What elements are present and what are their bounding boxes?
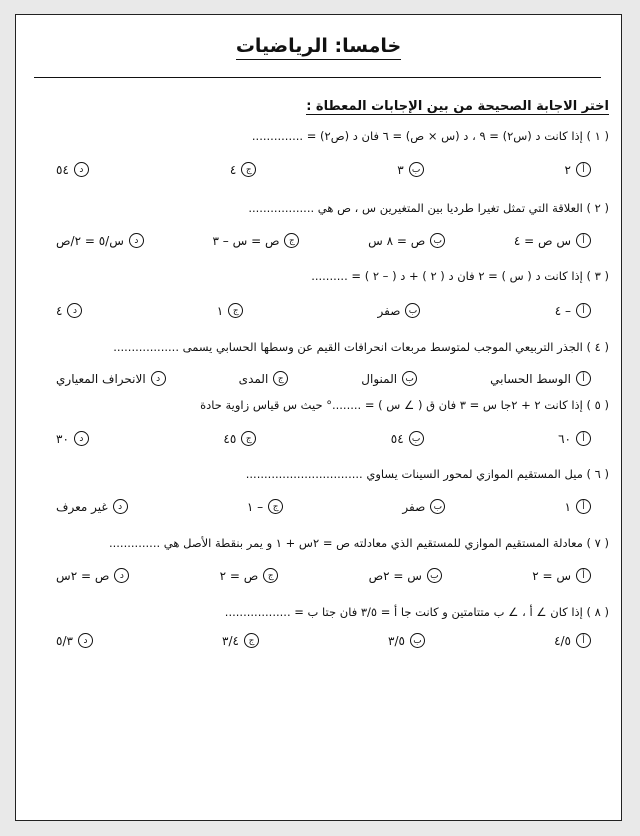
option[interactable] bbox=[56, 499, 128, 514]
option[interactable] bbox=[217, 303, 243, 318]
option-letter: ج bbox=[284, 233, 299, 248]
option-letter: ج bbox=[263, 568, 278, 583]
option[interactable] bbox=[378, 303, 421, 318]
option-letter: أ bbox=[576, 499, 591, 514]
option[interactable] bbox=[555, 303, 591, 318]
question-1-options bbox=[56, 162, 591, 177]
question-5-options bbox=[56, 431, 591, 446]
option-text: المدى bbox=[238, 371, 269, 386]
option-text: ٦٠ bbox=[558, 431, 571, 446]
option-letter: أ bbox=[576, 633, 591, 648]
option-letter: أ bbox=[576, 162, 591, 177]
option[interactable] bbox=[565, 499, 591, 514]
option-letter: د bbox=[129, 233, 144, 248]
option-letter: ج bbox=[268, 499, 283, 514]
option-text: ٤/٥ bbox=[554, 633, 571, 648]
option-text: س/٥ = ٢/ص bbox=[56, 233, 124, 248]
question-7: ( ٧ ) معادلة المستقيم الموازي للمستقيم الذي معادلته ص = ٢س + ١ و يمر بنقطة الأصل هي .............. bbox=[108, 536, 609, 550]
option-text: ص = ٢س bbox=[56, 568, 110, 583]
option-letter: ب bbox=[430, 499, 445, 514]
option-text: صفر bbox=[402, 499, 426, 514]
option-letter: أ bbox=[576, 568, 591, 583]
option[interactable] bbox=[391, 431, 424, 446]
option-letter: أ bbox=[576, 371, 591, 386]
question-4: ( ٤ ) الجذر التربيعي الموجب لمتوسط مربعات انحرافات القيم عن وسطها الحسابي يسمى .................. bbox=[113, 340, 609, 354]
question-2: ( ٢ ) العلاقة التي تمثل تغيرا طرديا بين المتغيرين س ، ص هي .................. bbox=[248, 201, 609, 215]
option-letter: د bbox=[113, 499, 128, 514]
option-letter: ب bbox=[427, 568, 442, 583]
question-2-options bbox=[56, 233, 591, 248]
option-text: ص = ٢ bbox=[219, 568, 259, 583]
option[interactable] bbox=[56, 568, 129, 583]
option-letter: ب bbox=[409, 162, 424, 177]
option-letter: ب bbox=[410, 633, 425, 648]
option[interactable] bbox=[402, 499, 445, 514]
option-letter: د bbox=[74, 431, 89, 446]
option-text: الوسط الحسابي bbox=[490, 371, 571, 386]
option[interactable] bbox=[222, 633, 259, 648]
option-text: ٣ bbox=[397, 162, 404, 177]
option[interactable] bbox=[56, 162, 89, 177]
option-text: ٤ bbox=[229, 162, 237, 177]
option-letter: ب bbox=[409, 431, 424, 446]
worksheet-page bbox=[15, 14, 622, 821]
option[interactable] bbox=[213, 233, 300, 248]
option-text: – ٤ bbox=[554, 303, 571, 318]
option[interactable] bbox=[56, 633, 93, 648]
question-3-options bbox=[56, 303, 591, 318]
option[interactable] bbox=[247, 499, 283, 514]
question-3: ( ٣ ) إذا كانت د ( س ) = ٢ فان د ( ٢ ) + د ( – ٢ ) = .......... bbox=[311, 269, 609, 283]
option-letter: أ bbox=[576, 303, 591, 318]
question-7-options bbox=[56, 568, 591, 583]
option-letter: ج bbox=[241, 162, 256, 177]
option-text: س = ٢ص bbox=[368, 568, 422, 583]
option-text: المنوال bbox=[361, 371, 398, 386]
option[interactable] bbox=[565, 162, 591, 177]
option-letter: ج bbox=[228, 303, 243, 318]
option-letter: ج bbox=[273, 371, 288, 386]
option-text: س = ٢ bbox=[532, 568, 571, 583]
title-divider bbox=[34, 77, 601, 78]
option-text: ٥٤ bbox=[56, 162, 69, 177]
question-6: ( ٦ ) ميل المستقيم الموازي لمحور السينات يساوي ................................ bbox=[245, 467, 609, 481]
section-title: خامسا: الرياضيات bbox=[16, 35, 621, 57]
option[interactable] bbox=[239, 371, 289, 386]
option-text: الانحراف المعياري bbox=[56, 371, 146, 386]
option[interactable] bbox=[490, 371, 591, 386]
option-text: غير معرف bbox=[56, 499, 108, 514]
option[interactable] bbox=[369, 568, 442, 583]
question-4-options bbox=[56, 371, 591, 386]
option-letter: أ bbox=[576, 233, 591, 248]
option-letter: د bbox=[78, 633, 93, 648]
option-text: صفر bbox=[377, 303, 401, 318]
option[interactable] bbox=[361, 371, 417, 386]
option-text: ٣/٤ bbox=[222, 633, 239, 648]
option-letter: ب bbox=[430, 233, 445, 248]
question-1: ( ١ ) إذا كانت د (س٢) = ٩ ، د (س × ص) = ٦ فان د (ص٢) = .............. bbox=[251, 129, 609, 143]
option-letter: ج bbox=[244, 633, 259, 648]
option[interactable] bbox=[56, 431, 89, 446]
question-8-options bbox=[56, 633, 591, 648]
question-6-options bbox=[56, 499, 591, 514]
option-text: ٣/٥ bbox=[388, 633, 405, 648]
option[interactable] bbox=[514, 233, 591, 248]
option-text: – ١ bbox=[246, 499, 264, 514]
option-letter: د bbox=[151, 371, 166, 386]
option-letter: ب bbox=[405, 303, 420, 318]
option[interactable] bbox=[230, 162, 256, 177]
option[interactable] bbox=[223, 431, 256, 446]
option-letter: أ bbox=[576, 431, 591, 446]
option-text: ص = س – ٣ bbox=[212, 233, 280, 248]
option[interactable] bbox=[532, 568, 591, 583]
option-text: ١ bbox=[216, 303, 224, 318]
option-text: ٣٠ bbox=[56, 431, 69, 446]
option[interactable] bbox=[56, 233, 144, 248]
option-text: س ص = ٤ bbox=[513, 233, 571, 248]
option[interactable] bbox=[56, 371, 166, 386]
option[interactable] bbox=[397, 162, 423, 177]
option-text: ١ bbox=[564, 499, 571, 514]
option-letter: د bbox=[114, 568, 129, 583]
option[interactable] bbox=[388, 633, 425, 648]
option-text: ٥٤ bbox=[390, 431, 404, 446]
option-text: ص = ٨ س bbox=[368, 233, 426, 248]
option[interactable] bbox=[368, 233, 445, 248]
option[interactable] bbox=[558, 431, 591, 446]
option-text: ٥/٣ bbox=[56, 633, 73, 648]
option-letter: د bbox=[67, 303, 82, 318]
instruction: اختر الاجابة الصحيحة من بين الإجابات المعطاة : bbox=[306, 99, 609, 114]
question-8: ( ٨ ) إذا كان ∠ أ ، ∠ ب متتامتين و كانت جا أ = ٣/٥ فان جتا ب = .................. bbox=[224, 605, 609, 619]
option-text: ٤٥ bbox=[223, 431, 237, 446]
option-letter: ج bbox=[241, 431, 256, 446]
option-text: ٤ bbox=[56, 303, 63, 318]
option-text: ٢ bbox=[564, 162, 571, 177]
question-5: ( ٥ ) إذا كانت ٢ + ٢جا س = ٣ فان ق ( ∠ س ) = ........° حيث س قياس زاوية حادة bbox=[200, 398, 609, 412]
option[interactable] bbox=[220, 568, 279, 583]
option-letter: د bbox=[74, 162, 89, 177]
option-letter: ب bbox=[402, 371, 417, 386]
option[interactable] bbox=[56, 303, 82, 318]
option[interactable] bbox=[554, 633, 591, 648]
